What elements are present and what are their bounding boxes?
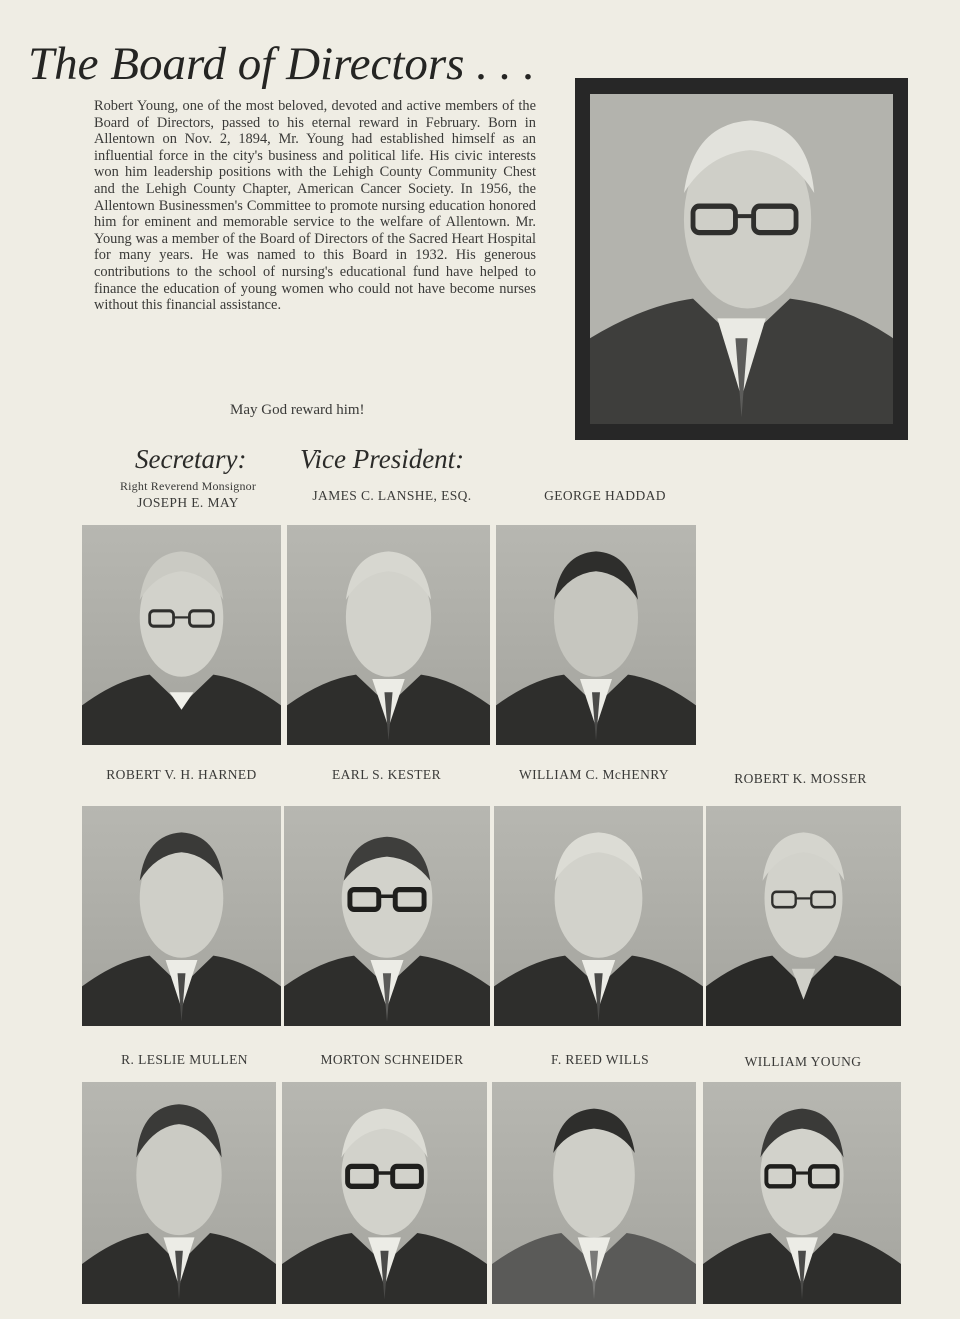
tribute-closing: May God reward him! (230, 402, 365, 418)
secretary-name: JOSEPH E. MAY (137, 495, 239, 510)
tribute-paragraph: Robert Young, one of the most beloved, devoted and active members of the Board of Directors, passed to his eternal reward in February. Born in Allentown on Nov. 2, 1894, Mr. Young had established himself as an influential force in the city's business and political life. His civic interests won him leadership positions with the Lehigh County Community Chest and the Lehigh County Chapter, American Cancer Society. In 1956, the Allentown Businessmen's Committee to promote nursing education honored him for eminent and memorable service to the welfare of Allentown. Mr. Young was a member of the Board of Directors of the Sacred Heart Hospital for many years. He was named to this Board in 1932. His generous contributions to the school of nursing's educational fund have helped to finance the education of young women who could not have become nurses without this financial assistance. (94, 98, 536, 314)
vice-president-heading: Vice President: (300, 444, 465, 474)
portrait-william-young (703, 1082, 901, 1304)
director-name-william-young: WILLIAM YOUNG (744, 1054, 862, 1069)
memorial-portrait-frame (575, 78, 908, 440)
director-name-william-mchenry: WILLIAM C. McHENRY (518, 767, 670, 782)
director-name-robert-mosser: ROBERT K. MOSSER (734, 771, 867, 786)
director-name-morton-schneider: MORTON SCHNEIDER (320, 1052, 464, 1067)
vice-president-name: JAMES C. LANSHE, ESQ. (312, 488, 472, 503)
portrait-robert-harned (82, 806, 281, 1026)
portrait-george-haddad (496, 525, 696, 745)
director-name-reed-wills: F. REED WILLS (551, 1052, 649, 1067)
secretary-heading: Secretary: (135, 444, 247, 474)
portrait-reed-wills (492, 1082, 696, 1304)
portrait-william-mchenry (494, 806, 703, 1026)
portrait-morton-schneider (282, 1082, 487, 1304)
page-title: The Board of Directors . . . (28, 38, 535, 90)
portrait-robert-mosser (706, 806, 901, 1026)
portrait-leslie-mullen (82, 1082, 276, 1304)
director-name-robert-harned: ROBERT V. H. HARNED (106, 767, 257, 782)
memorial-portrait-photo (590, 94, 893, 424)
portrait-james-lanshe (287, 525, 490, 745)
director-name-leslie-mullen: R. LESLIE MULLEN (121, 1052, 248, 1067)
director-name-earl-kester: EARL S. KESTER (332, 767, 441, 782)
portrait-joseph-may (82, 525, 281, 745)
director-name-george-haddad: GEORGE HADDAD (544, 488, 666, 503)
secretary-honorific: Right Reverend Monsignor (119, 479, 257, 493)
portrait-earl-kester (284, 806, 490, 1026)
